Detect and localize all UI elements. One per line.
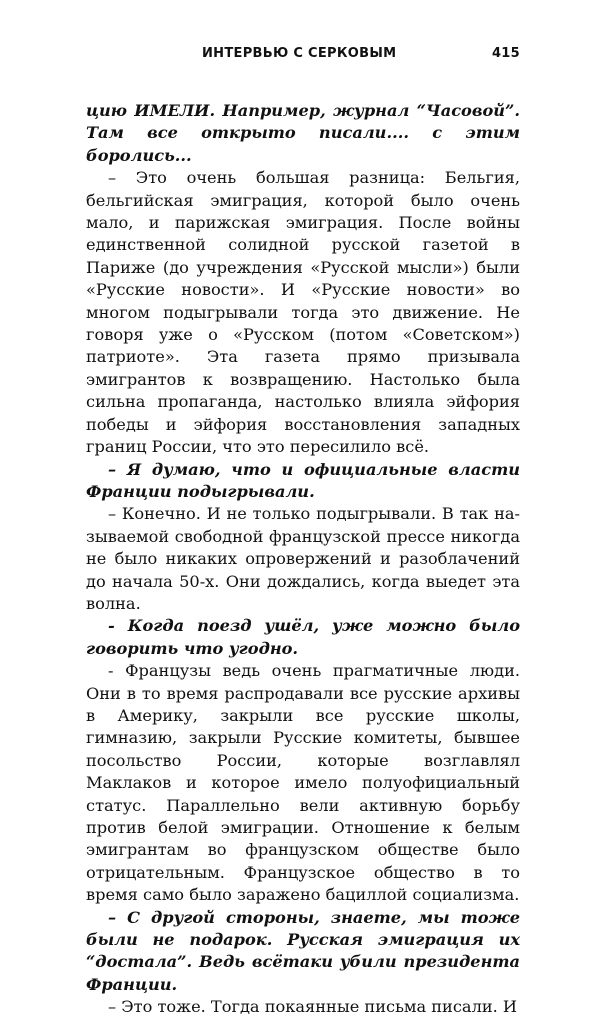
running-header [86,46,520,66]
interviewer-paragraph: – С другой стороны, знаете, мы тоже были не подарок. Русская эмиграция их “достала”. Ведь всётаки убили президента Франции. [86,907,520,994]
page-number: 415 [491,46,520,61]
running-title: ИНТЕРВЬЮ С СЕРКОВЫМ [202,46,397,61]
respondent-paragraph: – Это тоже. Тогда покаянные письма писали. И [108,997,518,1017]
respondent-paragraph: – Конечно. И не только подыгрывали. В так называемой свободной французской прессе никогда не было никаких опровержений и разоблачений до начала 50-х. Они дождались, когда выедет эта волна. [86,504,520,613]
interviewer-paragraph: – Я думаю, что и официальные власти Франции подыгрывали. [86,459,520,501]
body-text [86,100,520,1019]
respondent-paragraph: - Французы ведь очень прагматичные люди. Они в то время распродавали все русские архивы в Америку, закрыли все русские школы, гимназию, закрыли Русские комитеты, бывшее посольство России, которые возглавлял Маклаков и которое имело полуофициальный статус. Параллельно вели активную борьбу против белой эмиграции. Отношение к белым эмигрантам во французском обществе было отрицательным. Французское общество в то время само было заражено бациллой социализма. [86,661,520,905]
interviewer-paragraph: цию ИМЕЛИ. Например, журнал “Часовой”. Там все открыто писали.... с этим боролись... [86,101,520,165]
respondent-paragraph: – Это очень большая разница: Бельгия, бельгийская эмиграция, которой было очень мало, и парижская эмиграция. После войны единственной солидной русской газетой в Париже (до учреждения «Русской мысли») были «Русские новости». И «Русские новости» во многом подыгрывали тогда это движение. Не говоря уже о «Русском (потом «Советском») патриоте». Эта газета прямо призывала эмигрантов к возвращению. Настолько была сильна пропаганда, настолько влияла эйфория победы и эйфория восстановления западных границ России, что это пересилило всё. [86,168,520,457]
interviewer-paragraph: - Когда поезд ушёл, уже можно было говорить что угодно. [86,616,520,658]
